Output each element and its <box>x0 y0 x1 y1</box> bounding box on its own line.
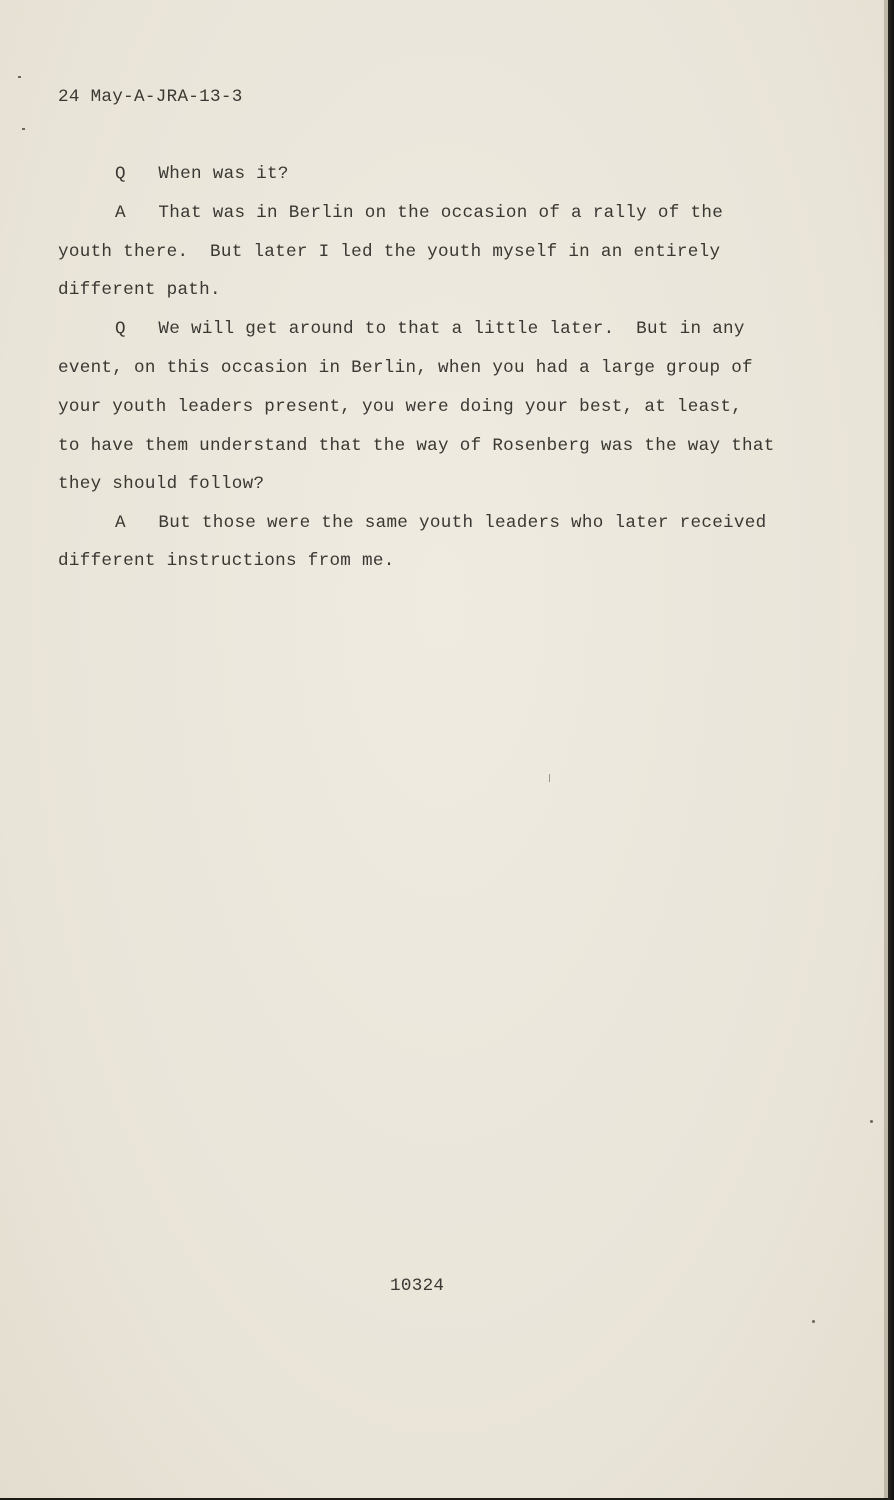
paper-speck <box>549 774 550 782</box>
paper-speck <box>870 1120 873 1123</box>
page-header: 24 May-A-JRA-13-3 <box>58 87 243 107</box>
transcript-line: event, on this occasion in Berlin, when you had a large group of <box>58 358 753 378</box>
transcript-line: A But those were the same youth leaders who later received <box>115 513 767 533</box>
page-number: 10324 <box>390 1276 445 1296</box>
transcript-line: A That was in Berlin on the occasion of a rally of the <box>115 203 724 223</box>
paper-speck <box>18 76 21 78</box>
paper-speck <box>22 128 25 130</box>
transcript-line: Q When was it? <box>115 164 289 184</box>
binding-edge <box>888 0 894 1500</box>
paper-speck <box>812 1320 815 1323</box>
transcript-line: youth there. But later I led the youth myself in an entirely <box>58 242 721 262</box>
transcript-line: to have them understand that the way of Rosenberg was the way that <box>58 436 775 456</box>
transcript-line: different path. <box>58 280 221 300</box>
transcript-line: Q We will get around to that a little later. But in any <box>115 319 745 339</box>
transcript-line: different instructions from me. <box>58 551 395 571</box>
transcript-line: they should follow? <box>58 474 265 494</box>
transcript-line: your youth leaders present, you were doing your best, at least, <box>58 397 743 417</box>
